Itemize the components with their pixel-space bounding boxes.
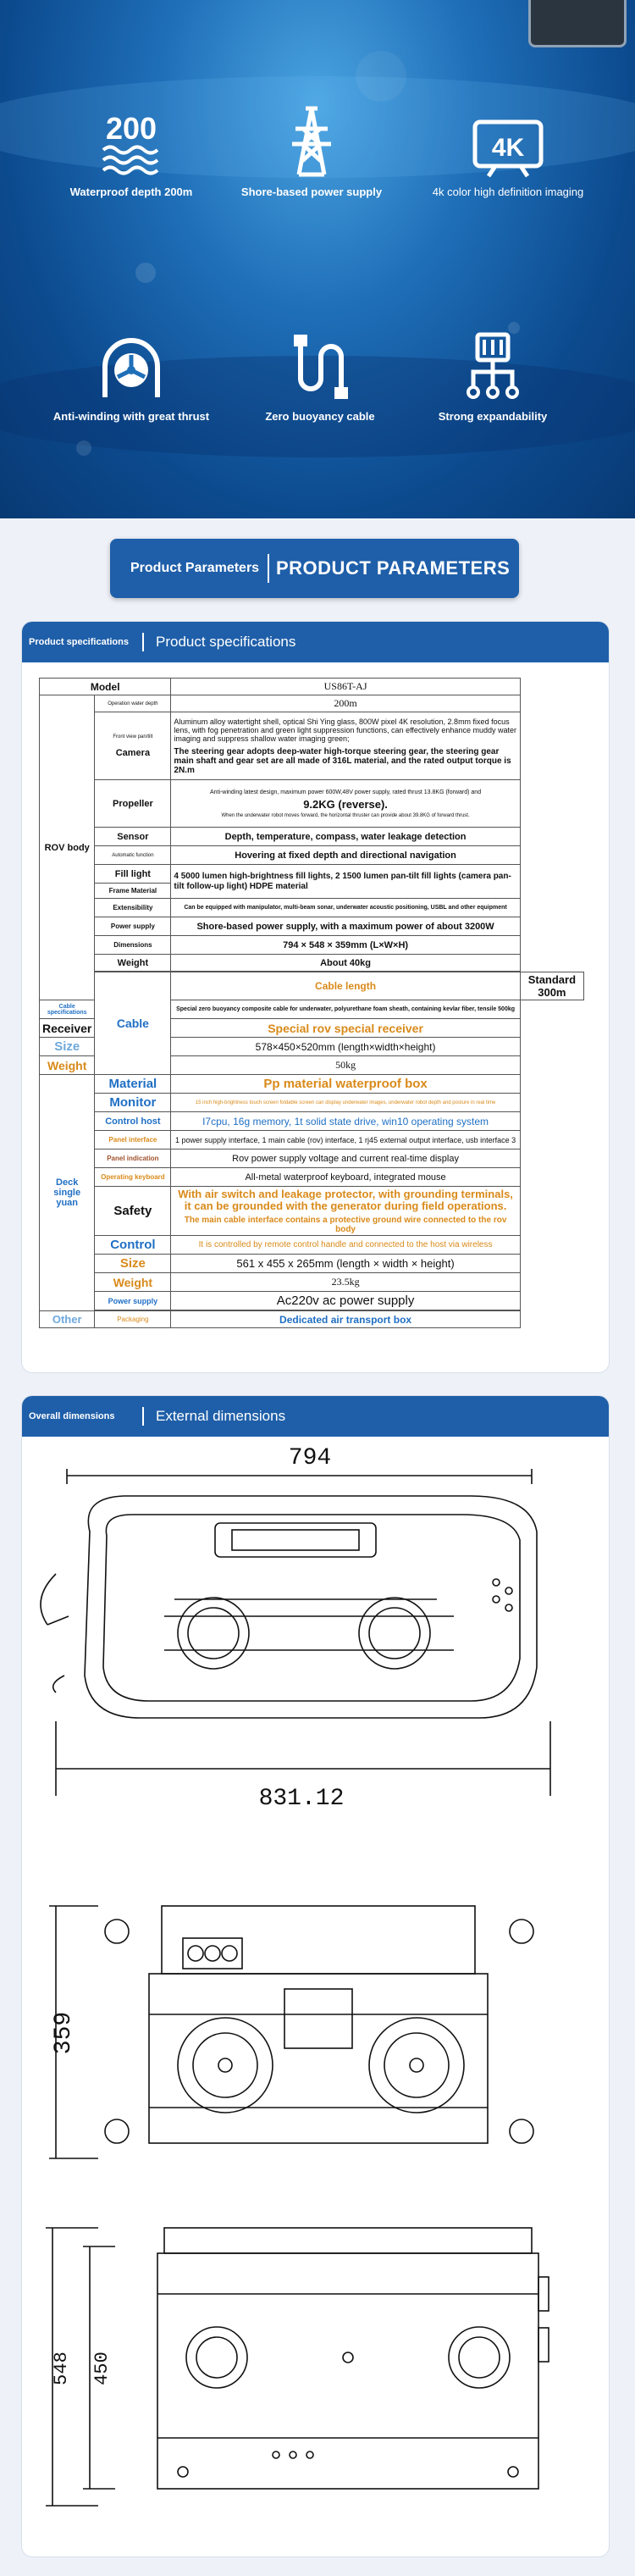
cable-length-label: Cable length <box>171 972 520 1000</box>
safety-value-cell <box>171 1187 520 1236</box>
table-row <box>40 1150 584 1168</box>
dim-total-length: 831.12 <box>258 1786 345 1812</box>
table-row <box>40 1187 584 1236</box>
control-value: It is controlled by remote control handle and connected to the host via wireless <box>171 1236 520 1255</box>
fill-light-value: 4 5000 lumen high-brightness fill lights, 2 1500 lumen pan-tilt fill lights (camera pan-tilt follow-up light) HDPE material <box>171 865 520 899</box>
propeller-text-3: When the underwater robot moves forward, the horizontal thruster can provide about 39.8KG of forward thrust. <box>221 812 470 818</box>
keyboard-label: Operating keyboard <box>95 1168 171 1187</box>
feature-depth <box>38 102 224 198</box>
table-row <box>40 1273 584 1292</box>
deck-power-label: Power supply <box>95 1292 171 1310</box>
fan-icon <box>93 328 169 404</box>
propeller-label: Propeller <box>95 780 171 828</box>
waves-depth-icon <box>93 103 169 180</box>
dimensions-label: Dimensions <box>95 936 171 955</box>
camera-value-cell <box>171 712 520 780</box>
table-row <box>40 695 584 712</box>
feature-power <box>218 102 405 198</box>
sensor-value: Depth, temperature, compass, water leakage detection <box>171 828 520 846</box>
depth-label: Operation water depth <box>95 695 171 712</box>
keyboard-value: All-metal waterproof keyboard, integrated mouse <box>171 1168 520 1187</box>
fill-light-label: Fill light <box>95 865 171 884</box>
spec-header-title: Product specifications <box>156 634 296 650</box>
table-row <box>40 936 584 955</box>
rov-technical-drawings <box>22 1396 609 2557</box>
panel-interface-value: 1 power supply interface, 1 main cable (rov) interface, 1 rj45 external output interface, usb interface 3 <box>171 1131 520 1150</box>
cable-length-value: Standard 300m <box>520 972 583 1000</box>
feature-label: Zero buoyancy cable <box>265 410 375 423</box>
depth-number: 200 <box>105 111 157 146</box>
panel-interface-label: Panel interface <box>95 1131 171 1150</box>
table-row <box>40 1168 584 1187</box>
dim-side-height: 359 <box>51 2011 77 2055</box>
cable-spec-value: Special zero buoyancy composite cable for underwater, polyurethane foam sheath, containing kevlar fiber, tensile 500kg <box>171 1000 520 1019</box>
table-row <box>40 1131 584 1150</box>
table-row <box>40 1112 584 1131</box>
camera-label: Camera <box>115 747 151 758</box>
banner-small-title: Product Parameters <box>130 561 260 575</box>
extensibility-value: Can be equipped with manipulator, multi-beam sonar, underwater acoustic positioning, USBL and other equipment <box>171 899 520 917</box>
camera-text-1: Aluminum alloy watertight shell, optical Shi Ying glass, 800W pixel 4K resolution, 2.8mm fixed focus lens, with fog penetration and green light suppression functions, can effectively enhance muddy water imaging and suppress shallow water imaging green; <box>174 717 516 743</box>
spec-card <box>22 622 609 1372</box>
table-row <box>40 712 584 780</box>
table-row <box>40 1292 584 1310</box>
deck-group: Deck single yuan <box>40 1075 95 1311</box>
dimensions-value: 794 × 548 × 359mm (L×W×H) <box>171 936 520 955</box>
dim-front-outer: 548 <box>51 2352 72 2385</box>
table-row <box>40 780 584 828</box>
power-supply-label: Power supply <box>95 917 171 936</box>
propeller-text-1: Anti-winding latest design, maximum power 600W,48V power supply, rated thrust 13.8KG (forward) and <box>210 789 482 795</box>
packaging-value: Dedicated air transport box <box>171 1311 520 1328</box>
auto-value: Hovering at fixed depth and directional navigation <box>171 846 520 865</box>
expand-icon <box>455 328 531 404</box>
host-value: I7cpu, 16g memory, 1t solid state drive, win10 operating system <box>171 1112 520 1131</box>
feature-label: Anti-winding with great thrust <box>52 410 210 423</box>
panel-indication-value: Rov power supply voltage and current real-time display <box>171 1150 520 1168</box>
bubble <box>76 440 91 456</box>
banner-divider <box>268 554 269 583</box>
cable-group: Cable <box>95 972 171 1075</box>
4k-text: 4K <box>491 134 525 162</box>
cable-weight-label: Weight <box>40 1056 95 1075</box>
dims-header-small: Overall dimensions <box>29 1411 115 1421</box>
camera-sub-label: Front view pan/tilt <box>113 734 153 740</box>
deck-power-value: Ac220v ac power supply <box>171 1292 520 1310</box>
cable-size-label: Size <box>40 1038 95 1056</box>
monitor-value: 15 inch high-brightness touch screen foldable screen can display underwater images, underwater robot depth and posture in real time <box>171 1094 520 1112</box>
banner-big-title: PRODUCT PARAMETERS <box>276 557 511 579</box>
side-view-drawing <box>49 1906 533 2158</box>
rov-group: ROV body <box>40 695 95 1000</box>
table-row <box>40 1236 584 1255</box>
header-divider <box>142 633 144 651</box>
feature-expand <box>400 326 586 423</box>
spec-card-header <box>22 622 609 662</box>
feature-4k <box>415 102 601 198</box>
cable-spec-label: Cable specifications <box>40 1000 95 1019</box>
sensor-label: Sensor <box>95 828 171 846</box>
monitor-label: Monitor <box>95 1094 171 1112</box>
frame-material-label: Frame Material <box>95 884 171 899</box>
packaging-label: Packaging <box>95 1311 171 1328</box>
auto-label: Automatic function <box>95 846 171 865</box>
propeller-text-2: 9.2KG (reverse). <box>303 797 388 811</box>
top-view-drawing <box>41 1469 550 1796</box>
dims-header-title: External dimensions <box>156 1408 286 1424</box>
host-label: Control host <box>95 1112 171 1131</box>
other-group: Other <box>40 1311 95 1328</box>
extensibility-label: Extensibility <box>95 899 171 917</box>
spec-table <box>39 678 584 1328</box>
camera-text-2: The steering gear adopts deep-water high-torque steering gear, the steering gear main shaft and gear set are all made of 316L material, and the rated output torque is 2N.m <box>174 746 511 775</box>
table-row <box>40 899 584 917</box>
feature-thrust <box>38 326 224 423</box>
table-row <box>40 846 584 865</box>
cable-icon <box>282 328 358 404</box>
bubble <box>135 263 156 283</box>
receiver-value: Special rov special receiver <box>171 1019 520 1038</box>
4k-screen-icon <box>470 103 546 180</box>
control-label: Control <box>95 1236 171 1255</box>
cable-size-value: 578×450×520mm (length×width×height) <box>171 1038 520 1056</box>
dim-front-inner: 450 <box>91 2352 113 2385</box>
table-row <box>40 1311 584 1328</box>
table-row <box>40 679 584 695</box>
deck-weight-value: 23.5kg <box>171 1273 520 1292</box>
feature-label: 4k color high definition imaging <box>432 186 584 198</box>
feature-cable <box>227 326 413 423</box>
power-tower-icon <box>273 103 350 180</box>
safety-label: Safety <box>95 1187 171 1236</box>
front-view-drawing <box>46 2228 549 2506</box>
bubble <box>356 51 406 102</box>
depth-value: 200m <box>171 695 520 712</box>
product-parameters-banner <box>110 539 519 598</box>
safety-text-1: With air switch and leakage protector, with grounding terminals, it can be grounded with the generator during field operations. <box>178 1187 513 1212</box>
spec-header-small: Product specifications <box>29 637 129 647</box>
model-value: US86T-AJ <box>171 679 520 695</box>
deck-weight-label: Weight <box>95 1273 171 1292</box>
table-row <box>40 972 584 1000</box>
receiver-label: Receiver <box>40 1019 95 1038</box>
dim-top-width: 794 <box>288 1445 332 1471</box>
propeller-value-cell <box>171 780 520 828</box>
table-row <box>40 1255 584 1273</box>
power-supply-value: Shore-based power supply, with a maximum power of about 3200W <box>171 917 520 936</box>
material-label: Material <box>95 1075 171 1094</box>
dimensions-card <box>22 1396 609 2557</box>
safety-text-2: The main cable interface contains a protective ground wire connected to the rov body <box>184 1215 507 1234</box>
weight-value: About 40kg <box>171 955 520 972</box>
hero-section <box>0 0 635 518</box>
feature-label: Waterproof depth 200m <box>69 186 193 198</box>
material-value: Pp material waterproof box <box>171 1075 520 1094</box>
camera-label-cell <box>95 712 171 780</box>
table-row <box>40 1094 584 1112</box>
table-row <box>40 917 584 936</box>
robot-image <box>528 0 627 47</box>
panel-indication-label: Panel indication <box>95 1150 171 1168</box>
feature-label: Strong expandability <box>438 410 548 423</box>
cable-weight-value: 50kg <box>171 1056 520 1075</box>
table-row <box>40 1075 584 1094</box>
weight-label: Weight <box>95 955 171 972</box>
table-row <box>40 828 584 846</box>
feature-label: Shore-based power supply <box>240 186 383 198</box>
deck-size-label: Size <box>95 1255 171 1273</box>
table-row <box>40 955 584 972</box>
deck-size-value: 561 x 455 x 265mm (length × width × height) <box>171 1255 520 1273</box>
model-label: Model <box>40 679 171 695</box>
table-row <box>40 865 584 884</box>
